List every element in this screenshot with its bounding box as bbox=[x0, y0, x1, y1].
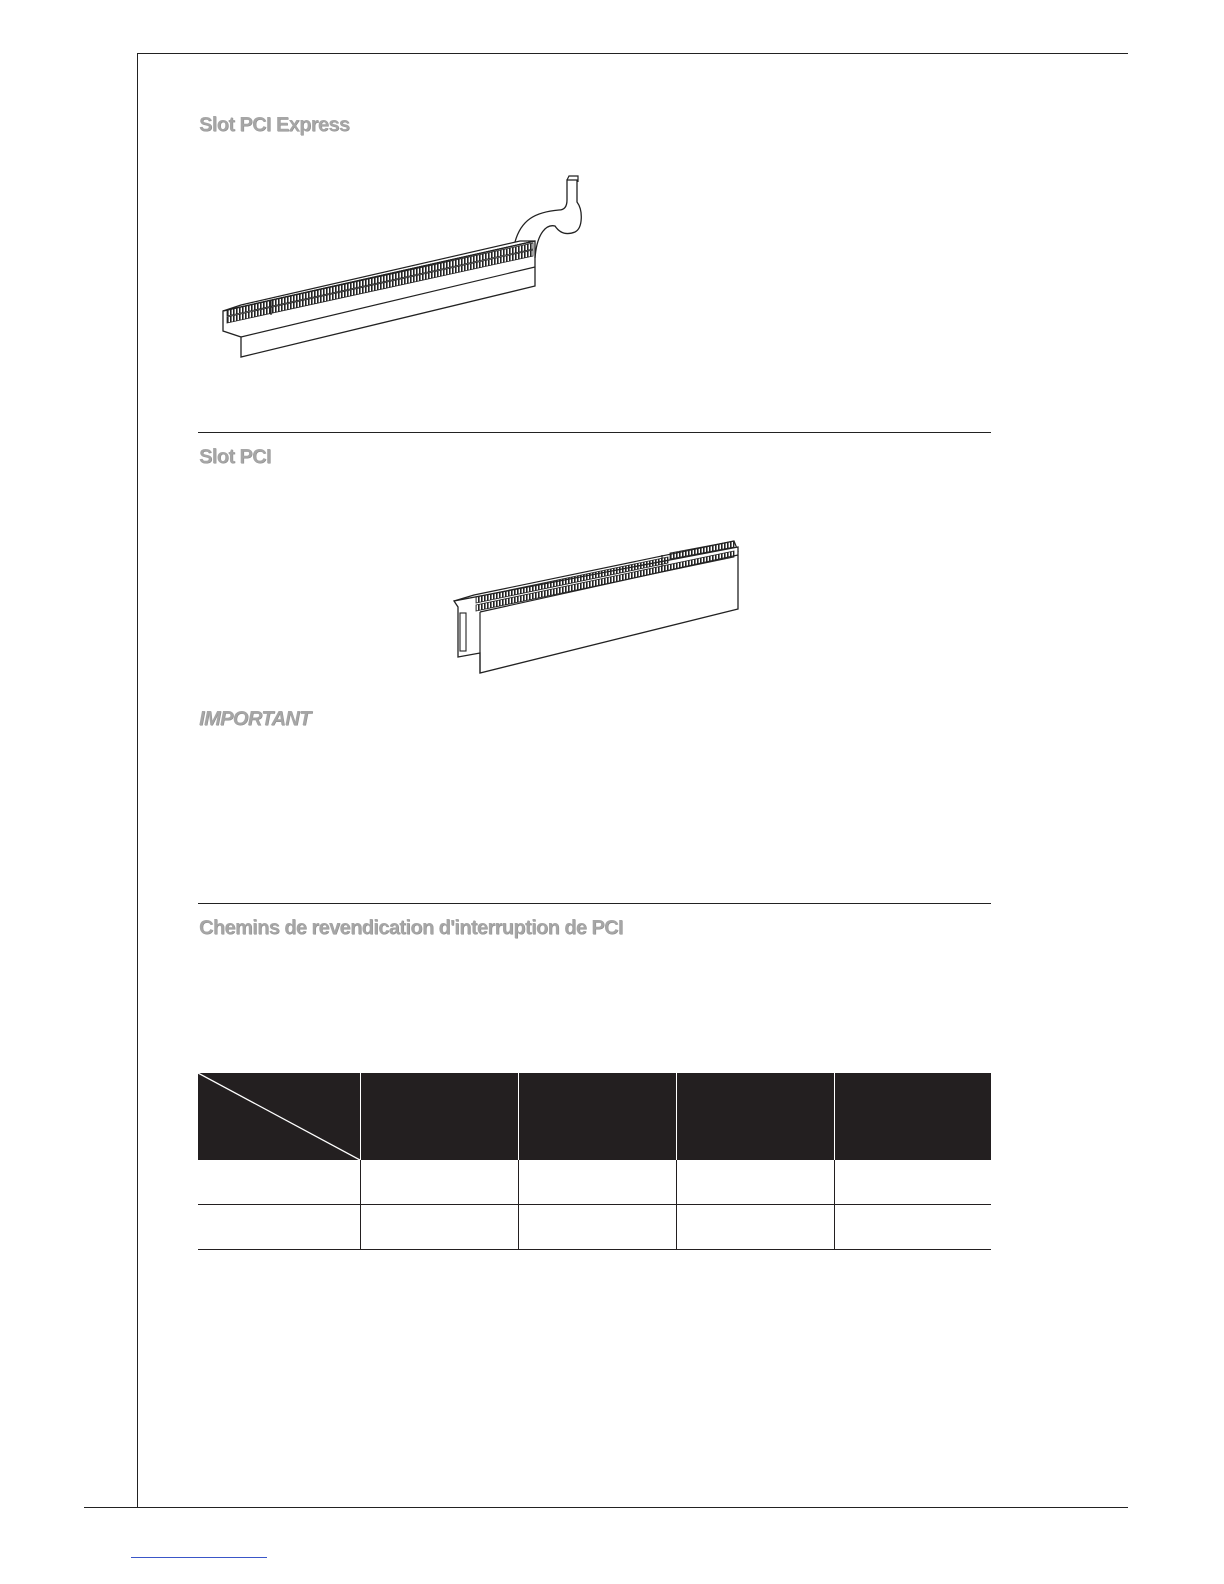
table-cell bbox=[198, 1205, 360, 1250]
corner-diagonal bbox=[198, 1073, 360, 1160]
pci-slot-heading: Slot PCI bbox=[199, 446, 271, 468]
pci-slot-illustration bbox=[448, 527, 744, 677]
table-cell bbox=[676, 1160, 834, 1205]
section-divider-2 bbox=[198, 903, 991, 904]
table-cell bbox=[518, 1160, 676, 1205]
footer-link-line bbox=[131, 1557, 267, 1558]
pcie-slot-heading: Slot PCI Express bbox=[199, 114, 350, 136]
page-frame-bottom bbox=[84, 1507, 1128, 1508]
table-cell bbox=[518, 1205, 676, 1250]
table-header-cell bbox=[676, 1073, 834, 1160]
irq-routing-heading: Chemins de revendication d'interruption de PCI bbox=[199, 917, 623, 939]
table-header-corner bbox=[198, 1073, 360, 1160]
table-header-cell bbox=[360, 1073, 518, 1160]
table-cell bbox=[360, 1205, 518, 1250]
table-cell bbox=[834, 1160, 991, 1205]
table-row bbox=[198, 1205, 991, 1250]
pcie-slot-illustration bbox=[215, 170, 595, 360]
table-header-cell bbox=[834, 1073, 991, 1160]
page-frame-top bbox=[137, 53, 1128, 54]
section-divider-1 bbox=[198, 432, 991, 433]
table-cell bbox=[676, 1205, 834, 1250]
table-cell bbox=[360, 1160, 518, 1205]
page-frame-left bbox=[137, 53, 138, 1508]
important-heading: IMPORTANT bbox=[199, 708, 311, 730]
table-header-cell bbox=[518, 1073, 676, 1160]
table-cell bbox=[834, 1205, 991, 1250]
table-cell bbox=[198, 1160, 360, 1205]
irq-routing-table bbox=[198, 1073, 991, 1250]
table-row bbox=[198, 1160, 991, 1205]
table-header-row bbox=[198, 1073, 991, 1160]
